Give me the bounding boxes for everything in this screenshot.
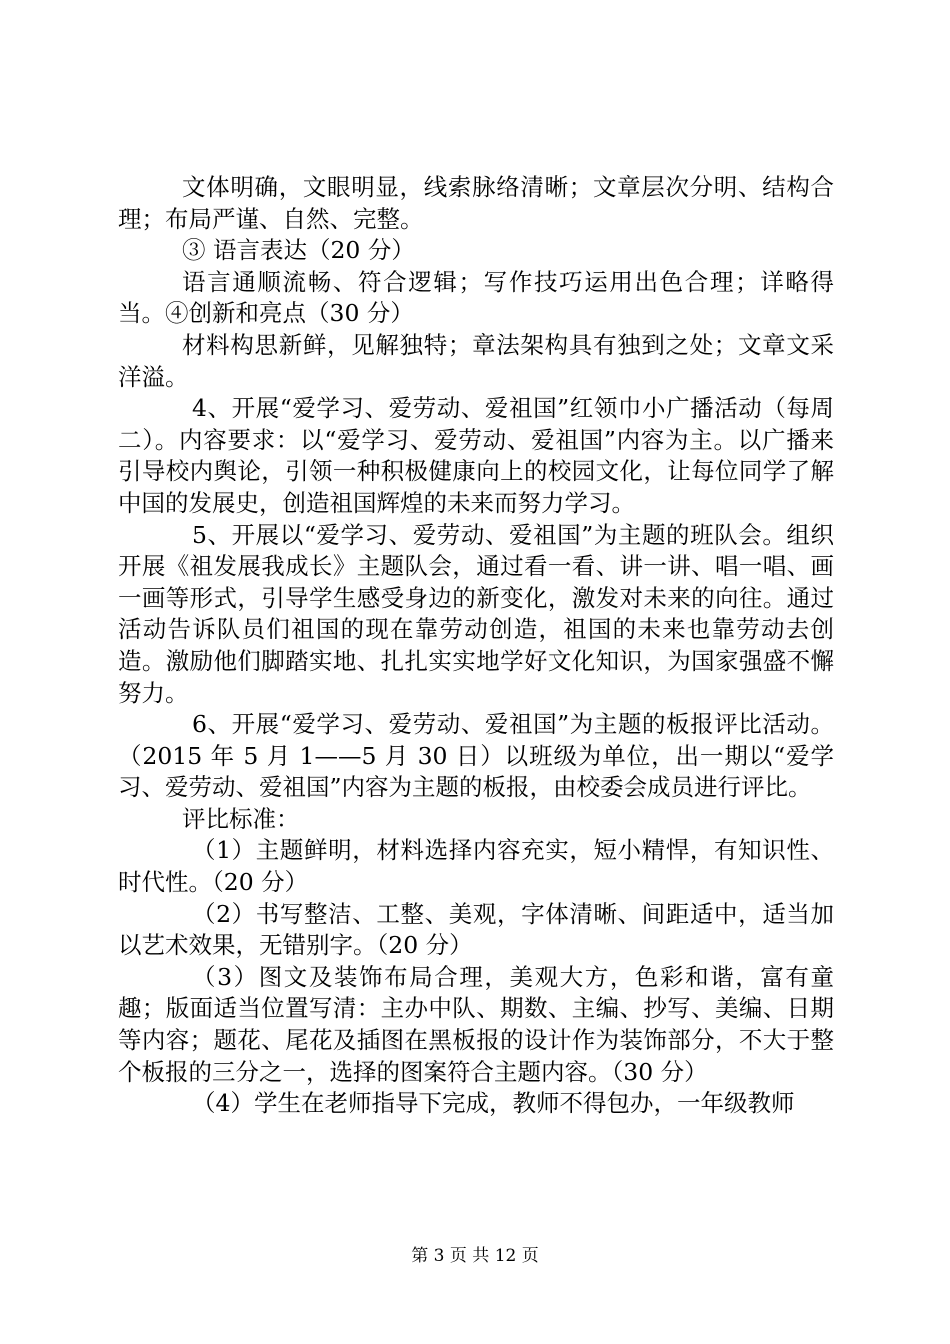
paragraph-criterion-4: （4）学生在老师指导下完成，教师不得包办，一年级教师	[192, 1089, 795, 1118]
paragraph-criterion-3: （3）图文及装饰布局合理，美观大方，色彩和谐，富有童趣；版面适当位置写清：主办中队、期数、主编、抄写、美编、日期等内容；题花、尾花及插图在黑板报的设计作为装饰部分，不大于整个板报的三分之一，选择的图案符合主题内容。（30 分）	[118, 962, 834, 1086]
paragraph-language-criteria: 语言通顺流畅、符合逻辑；写作技巧运用出色合理；详略得当。④创新和亮点（30 分）	[118, 267, 834, 328]
paragraph-structure-criteria: 文体明确，文眼明显，线索脉络清晰；文章层次分明、结构合理；布局严谨、自然、完整。	[118, 173, 834, 233]
page-footer: 第 3 页 共 12 页	[411, 1246, 539, 1266]
paragraph-item-5: 5、开展以“爱学习、爱劳动、爱祖国”为主题的班队会。组织开展《祖发展我成长》主题队会，通过看一看、讲一讲、唱一唱、画一画等形式，引导学生感受身边的新变化，激发对未来的向往。通过活动告诉队员们祖国的现在靠劳动创造，祖国的未来也靠劳动去创造。激励他们脚踏实地、扎扎实实地学好文化知识，为国家强盛不懈努力。	[118, 520, 834, 707]
paragraph-criterion-2: （2）书写整洁、工整、美观，字体清晰、间距适中，适当加以艺术效果，无错别字。（20 分）	[118, 899, 834, 960]
paragraph-language-heading: ③ 语言表达（20 分）	[182, 236, 415, 265]
paragraph-innovation-criteria: 材料构思新鲜，见解独特；章法架构具有独到之处；文章文采洋溢。	[118, 330, 834, 391]
document-body	[118, 172, 834, 1120]
paragraph-criteria-heading: 评比标准：	[182, 804, 300, 833]
paragraph-criterion-1: （1）主题鲜明，材料选择内容充实，短小精悍，有知识性、时代性。（20 分）	[118, 836, 834, 897]
paragraph-item-4: 4、开展“爱学习、爱劳动、爱祖国”红领巾小广播活动（每周二）。内容要求：以“爱学习、爱劳动、爱祖国”内容为主。以广播来引导校内舆论，引领一种积极健康向上的校园文化，让每位同学了解中国的发展史，创造祖国辉煌的未来而努力学习。	[118, 394, 834, 517]
paragraph-item-6: 6、开展“爱学习、爱劳动、爱祖国”为主题的板报评比活动。（2015 年 5 月 1——5 月 30 日）以班级为单位，出一期以“爱学习、爱劳动、爱祖国”内容为主题的板报，由校委会成员进行评比。	[118, 710, 834, 802]
